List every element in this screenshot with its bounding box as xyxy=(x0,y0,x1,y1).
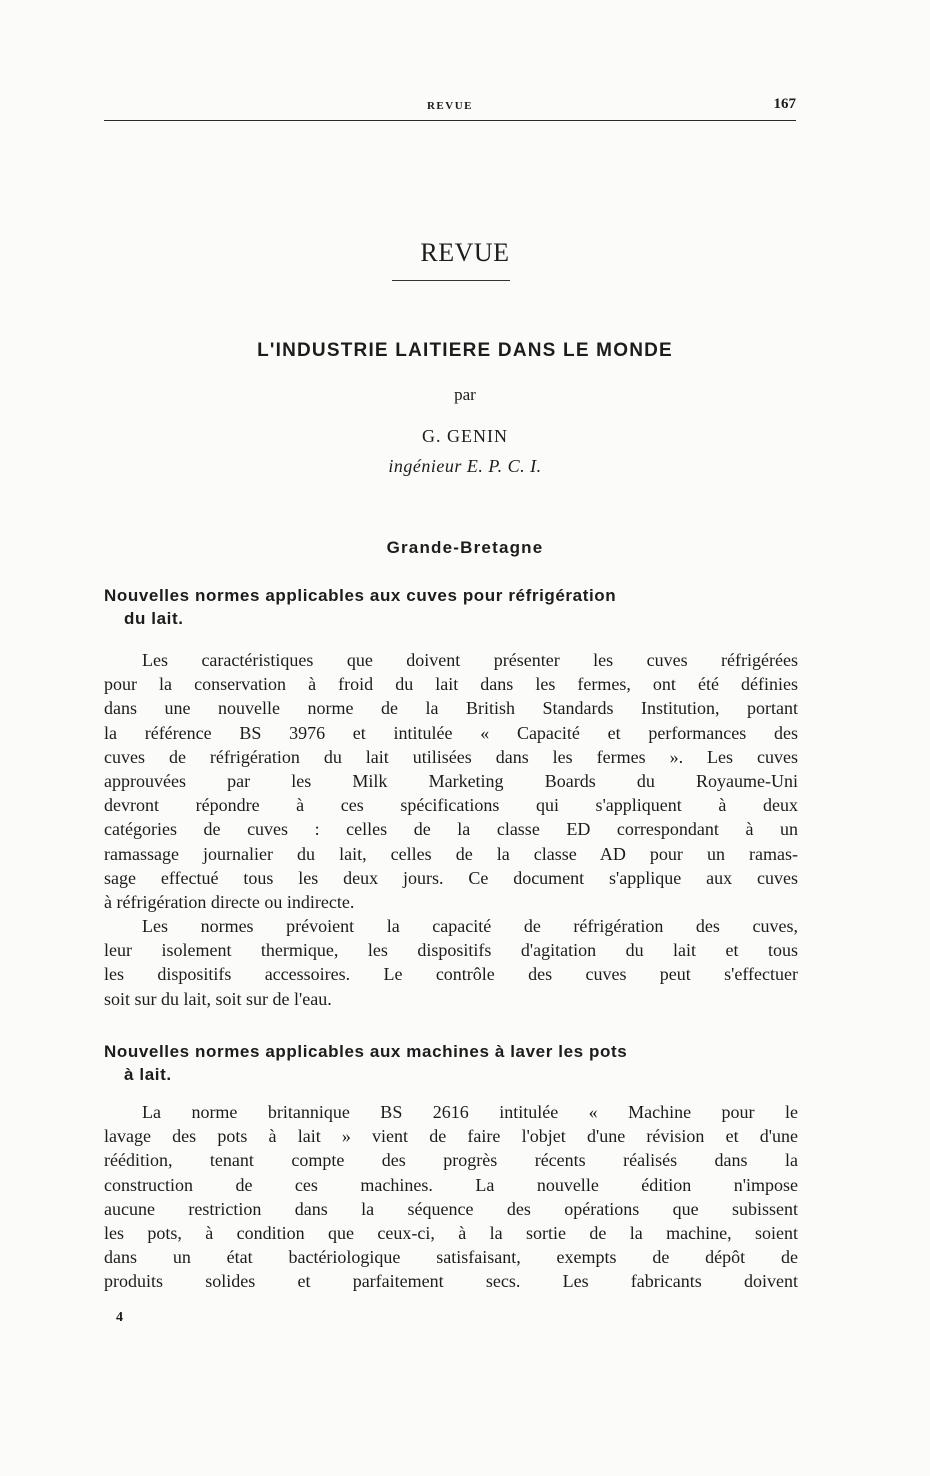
text-line: sage effectué tous les deux jours. Ce document s'applique aux cuves xyxy=(104,867,798,888)
heading-line: à lait. xyxy=(124,1065,172,1084)
running-header xyxy=(104,92,796,121)
text-line: les pots, à condition que ceux-ci, à la sortie de la machine, soient xyxy=(104,1222,798,1243)
author-affiliation: ingénieur E. P. C. I. xyxy=(388,456,542,476)
text-line: la référence BS 3976 et intitulée « Capacité et performances des xyxy=(104,722,798,743)
title-underline xyxy=(392,280,510,281)
author-name: G. GENIN xyxy=(422,426,508,446)
section-title: REVUE xyxy=(420,238,510,267)
text-line: leur isolement thermique, les dispositifs d'agitation du lait et tous xyxy=(104,940,798,961)
text-line: pour la conservation à froid du lait dans les fermes, ont été définies xyxy=(104,674,798,695)
country-heading: Grande-Bretagne xyxy=(386,538,544,557)
text-line: dans une nouvelle norme de la British Standards Institution, portant xyxy=(104,698,798,719)
text-line: catégories de cuves : celles de la classe ED correspondant à un xyxy=(104,819,798,840)
heading-line: du lait. xyxy=(124,609,184,628)
text-line: Les caractéristiques que doivent présenter les cuves réfrigérées xyxy=(142,650,798,670)
paragraph-cuves-1 xyxy=(104,648,798,914)
heading-line: Nouvelles normes applicables aux machines à laver les pots xyxy=(104,1042,628,1061)
text-line: à réfrigération directe ou indirecte. xyxy=(104,891,355,912)
text-line: construction de ces machines. La nouvelle édition n'impose xyxy=(104,1174,798,1195)
text-line: Les normes prévoient la capacité de réfrigération des cuves, xyxy=(142,916,798,936)
paragraph-machines-1 xyxy=(104,1100,798,1294)
text-line: devront répondre à ces spécifications qui s'appliquent à deux xyxy=(104,795,798,816)
article-title: L'INDUSTRIE LAITIERE DANS LE MONDE xyxy=(257,340,673,361)
text-line: approuvées par les Milk Marketing Boards du Royaume-Uni xyxy=(104,770,798,791)
text-line: produits solides et parfaitement secs. Les fabricants doivent xyxy=(104,1271,798,1292)
text-line: réédition, tenant compte des progrès récents réalisés dans la xyxy=(104,1150,798,1171)
text-line: aucune restriction dans la séquence des opérations que subissent xyxy=(104,1198,798,1219)
text-line: ramassage journalier du lait, celles de la classe AD pour un ramas- xyxy=(104,843,798,864)
heading-line: Nouvelles normes applicables aux cuves pour réfrigération xyxy=(104,586,617,605)
text-line: lavage des pots à lait » vient de faire l'objet d'une révision et d'une xyxy=(104,1126,798,1147)
byline-par: par xyxy=(454,385,476,404)
text-line: les dispositifs accessoires. Le contrôle des cuves peut s'effectuer xyxy=(104,964,798,985)
signature-mark: 4 xyxy=(116,1310,123,1325)
text-line: La norme britannique BS 2616 intitulée « Machine pour le xyxy=(142,1102,798,1122)
section-heading-cuves xyxy=(104,584,798,630)
section-heading-machines xyxy=(104,1040,798,1086)
text-line: dans un état bactériologique satisfaisant, exempts de dépôt de xyxy=(104,1247,798,1268)
page-number: 167 xyxy=(773,96,796,112)
text-line: soit sur du lait, soit sur de l'eau. xyxy=(104,988,332,1009)
running-title: REVUE xyxy=(426,100,473,112)
text-line: cuves de réfrigération du lait utilisées dans les fermes ». Les cuves xyxy=(104,746,798,767)
paragraph-cuves-2 xyxy=(104,914,798,1011)
